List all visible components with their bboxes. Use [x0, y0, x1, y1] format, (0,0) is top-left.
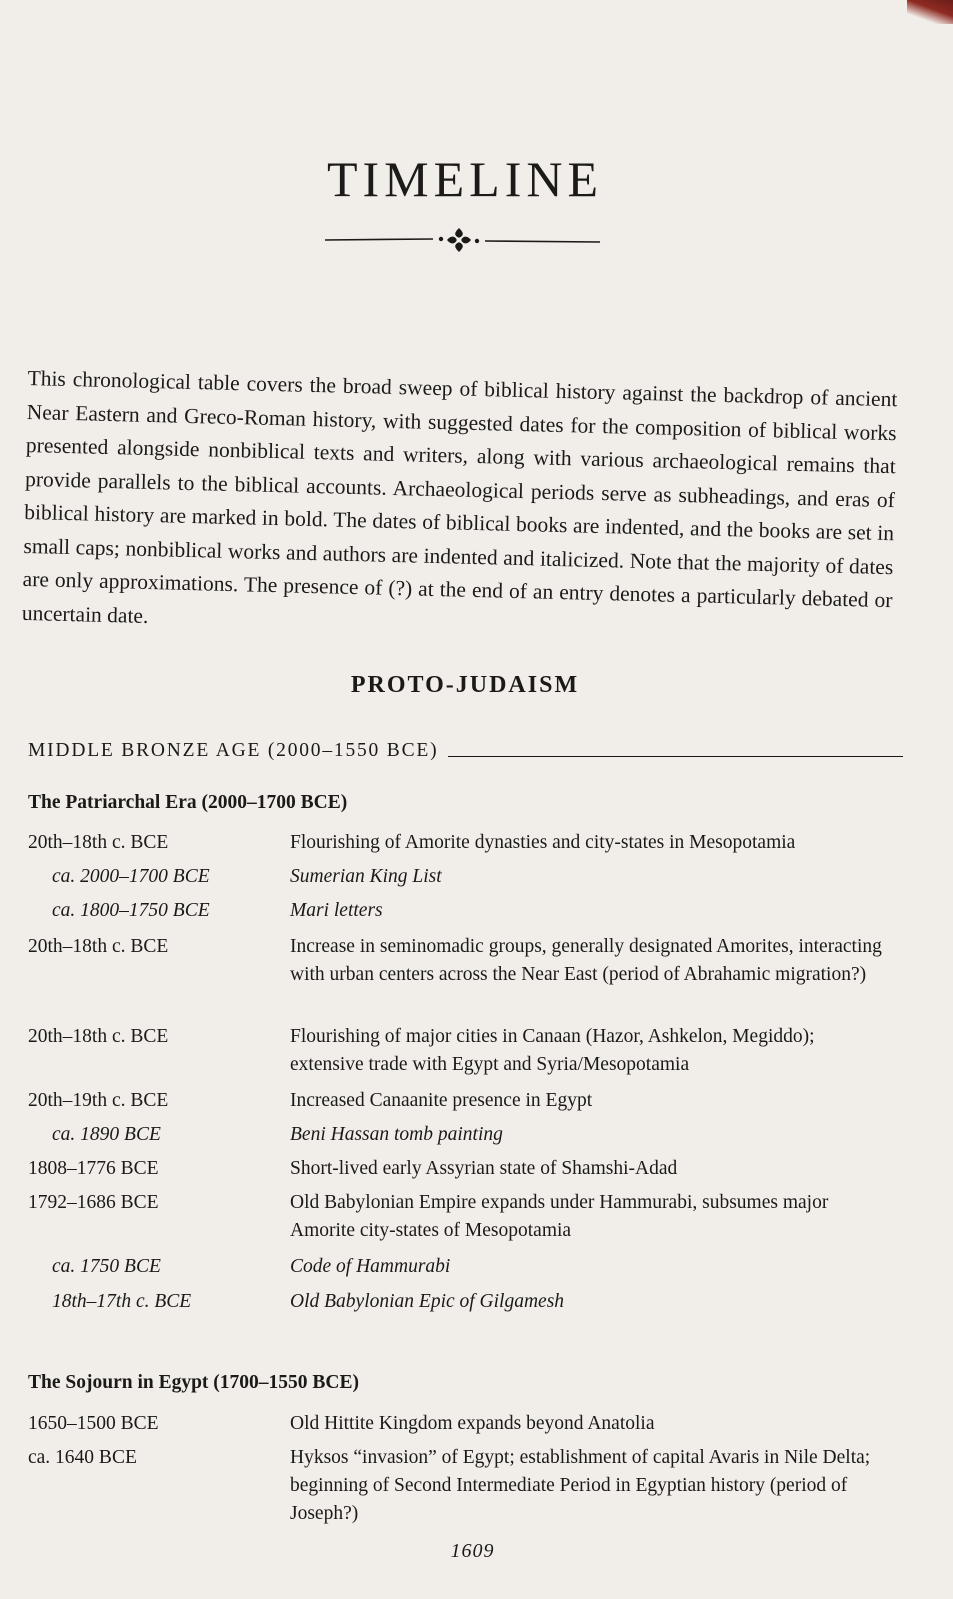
era-heading: The Sojourn in Egypt (1700–1550 BCE)	[28, 1372, 360, 1393]
table-row	[28, 1121, 908, 1155]
table-row	[28, 933, 908, 1023]
row-description: Sumerian King List	[290, 866, 442, 887]
fleuron-ornament-icon	[325, 226, 615, 256]
row-date: 1792–1686 BCE	[28, 1192, 159, 1213]
table-row	[28, 1410, 908, 1444]
row-description: Old Babylonian Epic of Gilgamesh	[290, 1291, 565, 1312]
row-date: 20th–18th c. BCE	[28, 832, 169, 853]
section-heading: PROTO-JUDAISM	[350, 672, 580, 698]
age-heading-rule	[448, 756, 903, 757]
row-date: ca. 1640 BCE	[28, 1447, 137, 1468]
row-date: 1650–1500 BCE	[28, 1413, 159, 1434]
intro-paragraph: This chronological table covers the broad sweep of biblical history against the backdrop of ancient Near Eastern and Greco-Roman history, with suggested dates for the composition of biblical works presented alongside nonbiblical texts and writers, along with various archaeological remains that provide parallels to the biblical accounts. Archaeological periods serve as subheadings, and eras of biblical history are marked in bold. The dates of biblical books are indented, and the books are set in small caps; nonbiblical works and authors are indented and italicized. Note that the majority of dates are only approximations. The presence of (?) at the end of an entry denotes a particularly debated or uncertain date.	[21, 365, 898, 628]
table-row	[28, 1087, 908, 1121]
row-description: Increase in seminomadic groups, generally designated Amorites, interacting with urban centers across the Near East (period of Abrahamic migration?)	[290, 936, 882, 985]
table-row	[28, 1189, 908, 1253]
row-description: Mari letters	[290, 900, 383, 921]
row-description: Short-lived early Assyrian state of Shamshi-Adad	[290, 1158, 678, 1179]
row-description: Old Babylonian Empire expands under Hammurabi, subsumes major Amorite city-states of Mesopotamia	[290, 1192, 829, 1241]
row-description: Code of Hammurabi	[290, 1256, 451, 1277]
table-row	[28, 1288, 908, 1322]
table-row	[28, 1023, 908, 1087]
age-heading	[28, 740, 903, 762]
table-row	[28, 897, 908, 933]
table-row	[28, 829, 908, 863]
table-row	[28, 1155, 908, 1189]
era-rows	[28, 829, 908, 1322]
row-date: ca. 1750 BCE	[52, 1256, 161, 1277]
row-date: 1808–1776 BCE	[28, 1158, 159, 1179]
page-corner-binding	[907, 0, 953, 24]
row-description: Old Hittite Kingdom expands beyond Anatolia	[290, 1413, 655, 1434]
age-heading-label: MIDDLE BRONZE AGE (2000–1550 BCE)	[28, 740, 439, 761]
row-date: ca. 1800–1750 BCE	[52, 900, 210, 921]
row-date: ca. 1890 BCE	[52, 1124, 161, 1145]
era-heading: The Patriarchal Era (2000–1700 BCE)	[28, 792, 348, 813]
row-description: Increased Canaanite presence in Egypt	[290, 1090, 593, 1111]
page-number: 1609	[450, 1540, 495, 1562]
table-row	[28, 1444, 908, 1534]
table-row	[28, 1253, 908, 1288]
row-description: Beni Hassan tomb painting	[290, 1124, 503, 1145]
table-row	[28, 863, 908, 897]
page-title: TIMELINE	[326, 151, 604, 207]
row-date: 20th–18th c. BCE	[28, 1026, 169, 1047]
row-description: Flourishing of Amorite dynasties and city-states in Mesopotamia	[290, 832, 796, 853]
era-rows	[28, 1410, 908, 1534]
row-date: 20th–18th c. BCE	[28, 936, 169, 957]
row-description: Hyksos “invasion” of Egypt; establishment of capital Avaris in Nile Delta; beginning of Second Intermediate Period in Egyptian history (period of Joseph?)	[290, 1447, 871, 1524]
row-date: 18th–17th c. BCE	[52, 1291, 192, 1312]
row-description: Flourishing of major cities in Canaan (Hazor, Ashkelon, Megiddo); extensive trade with Egypt and Syria/Mesopotamia	[290, 1026, 815, 1075]
row-date: 20th–19th c. BCE	[28, 1090, 169, 1111]
row-date: ca. 2000–1700 BCE	[52, 866, 210, 887]
